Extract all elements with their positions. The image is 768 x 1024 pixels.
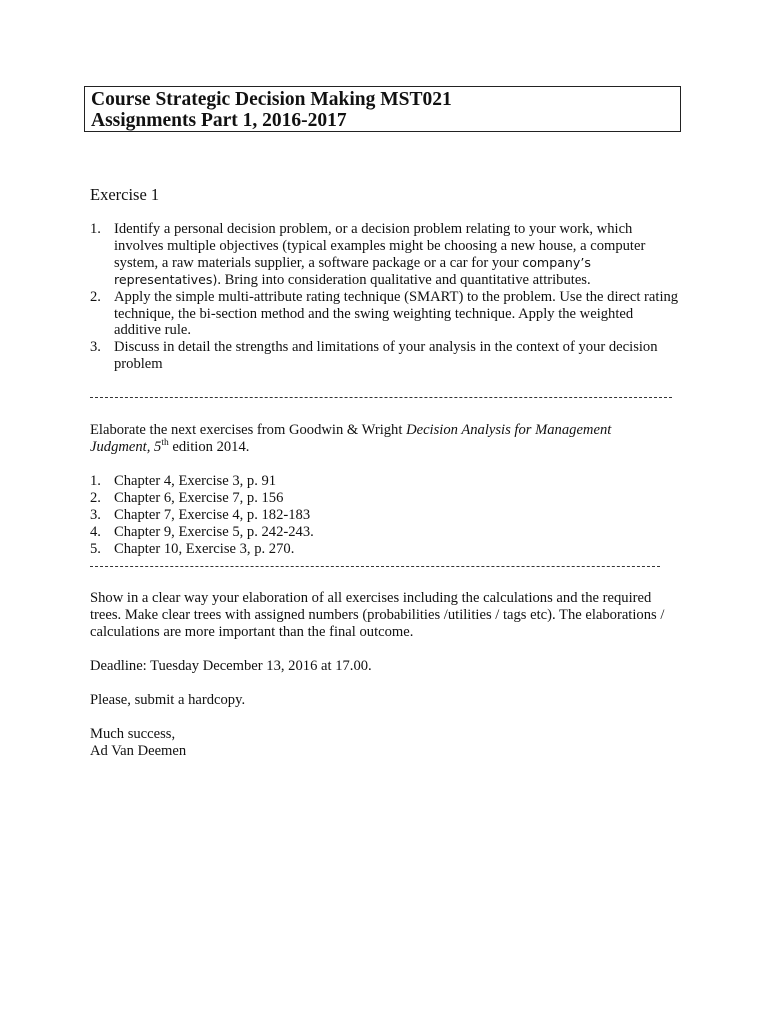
instructions-paragraph: Show in a clear way your elaboration of all exercises including the calculations and the required trees. Make clear trees with assigned numbers (probabilities /utilities / tags etc). The elaborations / calculations are more important than the final outcome.	[90, 590, 665, 640]
submit-note: Please, submit a hardcopy.	[90, 692, 246, 708]
list-item-text: Chapter 7, Exercise 4, p. 182-183	[114, 506, 311, 523]
list-item-number: 5.	[90, 540, 101, 557]
list-item	[90, 339, 680, 373]
list-item-number: 3.	[90, 506, 101, 523]
exercise-1-list	[90, 221, 680, 373]
edition-superscript: th	[161, 438, 169, 449]
dashed-divider	[90, 566, 660, 567]
list-item-number: 2.	[90, 288, 101, 305]
book-title: Decision Analysis for Management	[406, 422, 612, 438]
course-title: Course Strategic Decision Making MST021	[91, 89, 452, 110]
course-title-box	[84, 86, 681, 132]
list-item	[90, 473, 680, 490]
closing-text: Much success,	[90, 726, 176, 742]
list-item-text: Discuss in detail the strengths and limitations of your analysis in the context of your decision problem	[114, 339, 658, 373]
list-item-text: Chapter 6, Exercise 7, p. 156	[114, 489, 284, 506]
list-item-number: 1.	[90, 221, 101, 237]
list-item-text-tail: . Bring into consideration qualitative and quantitative attributes.	[217, 271, 591, 288]
list-item	[90, 490, 680, 507]
elaborate-paragraph	[90, 422, 680, 456]
list-item	[90, 507, 680, 524]
list-item-number: 1.	[90, 473, 101, 489]
list-item	[90, 221, 680, 289]
assignment-subtitle: Assignments Part 1, 2016-2017	[91, 110, 347, 131]
list-item	[90, 524, 680, 541]
list-item	[90, 541, 680, 558]
list-item-text: Chapter 4, Exercise 3, p. 91	[114, 473, 277, 489]
list-item-text: Chapter 10, Exercise 3, p. 270.	[114, 540, 295, 557]
chapter-list	[90, 473, 680, 558]
elaborate-lead: Elaborate the next exercises from Goodwin & Wright	[90, 422, 407, 438]
list-item-text: Identify a personal decision problem, or a decision problem relating to your work, which involves multiple objectives (typical examples might be choosing a new house, a computer system, a raw materials supplier, a software package or a car for your	[114, 221, 646, 271]
author-signature: Ad Van Deemen	[90, 743, 187, 759]
list-item-number: 3.	[90, 339, 101, 356]
list-item	[90, 289, 680, 340]
book-title-cont: Judgment, 5	[90, 438, 162, 455]
list-item-text: Apply the simple multi-attribute rating technique (SMART) to the problem. Use the direct rating technique, the bi-section method and the swing weighting technique. Apply the weighted additive rule.	[114, 288, 679, 339]
list-item-text-mono: company’s representatives)	[114, 254, 591, 287]
list-item-number: 2.	[90, 489, 101, 506]
list-item-number: 4.	[90, 523, 101, 540]
elaborate-tail: edition 2014.	[168, 438, 250, 455]
deadline-text: Deadline: Tuesday December 13, 2016 at 17.00.	[90, 658, 372, 674]
list-item-text: Chapter 9, Exercise 5, p. 242-243.	[114, 523, 314, 540]
exercise-1-heading: Exercise 1	[90, 185, 160, 204]
dashed-divider	[90, 397, 672, 398]
